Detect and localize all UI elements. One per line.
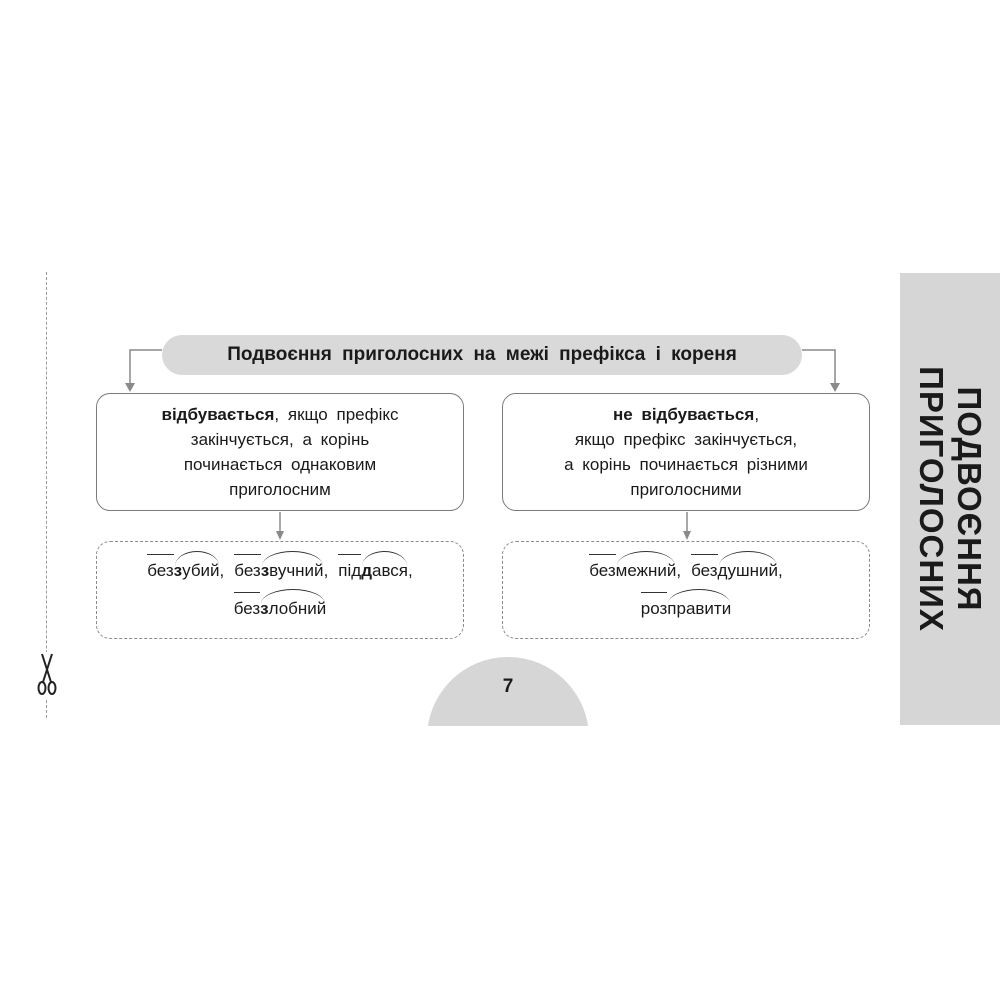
right-down-arrowhead [683, 531, 691, 540]
example-word [691, 560, 783, 582]
side-tab-line-2: ПРИГОЛОСНИХ [913, 366, 950, 632]
prefix-mark: без [691, 561, 718, 580]
root-mark [718, 560, 778, 582]
side-tab-line-1: ПОДВОЄННЯ [951, 386, 988, 612]
left-down-arrowhead [276, 531, 284, 540]
rule-line-1 [162, 402, 399, 427]
rule-box-doubling [96, 393, 464, 511]
rule-keyword: відбувається [161, 405, 275, 424]
examples-no-doubling [502, 541, 870, 639]
prefix-mark: без [234, 561, 261, 580]
root-mark [616, 560, 677, 582]
rule-line-2: закінчується, а корінь [190, 430, 370, 449]
example-row-2 [234, 598, 327, 620]
root-ending: душний [717, 561, 778, 580]
prefix-mark: роз [640, 599, 668, 618]
left-arrowhead [125, 383, 135, 392]
root-mark [174, 560, 220, 582]
doubled-letter: з [173, 561, 183, 580]
rule-line-2: якщо префікс закінчується, [574, 430, 798, 449]
root-ending: убий [182, 561, 220, 580]
page-edge [400, 726, 620, 846]
rule-line-1-rest: , якщо префікс [274, 405, 399, 424]
example-row-2 [641, 598, 731, 620]
rule-line-4: приголосним [229, 480, 331, 499]
example-word [589, 560, 681, 582]
prefix-mark: без [147, 561, 174, 580]
root-ending: лобний [268, 599, 327, 618]
root-mark [260, 598, 326, 620]
rule-line-1 [613, 402, 759, 427]
root-ending: межний [615, 561, 677, 580]
page-number: 7 [502, 676, 514, 697]
doubled-letter: з [260, 561, 270, 580]
rule-line-3: починається однаковим [183, 455, 377, 474]
punct: , [778, 561, 783, 580]
punct: , [323, 561, 329, 580]
example-word [234, 560, 328, 582]
example-word [641, 598, 731, 620]
rule-line-3: а корінь починається різними [564, 455, 808, 474]
punct: , [676, 561, 682, 580]
root-mark [261, 560, 324, 582]
rule-box-no-doubling [502, 393, 870, 511]
doubled-letter: д [361, 561, 372, 580]
right-arrowhead [830, 383, 840, 392]
root-ending: правити [667, 599, 732, 618]
diagram-title: Подвоєння приголосних на межі префікса і кореня [162, 335, 802, 375]
example-row-1 [589, 560, 782, 582]
example-word [147, 560, 224, 582]
root-ending: ався [372, 561, 409, 580]
punct: , [408, 561, 413, 580]
punct: , [219, 561, 225, 580]
doubled-letter: з [260, 599, 269, 618]
left-connector [130, 350, 162, 385]
prefix-mark: без [589, 561, 616, 580]
examples-doubling [96, 541, 464, 639]
right-connector [802, 350, 835, 385]
example-word [338, 560, 412, 582]
root-mark [361, 560, 408, 582]
example-word [234, 598, 327, 620]
example-row-1 [147, 560, 413, 582]
rule-keyword: не відбувається [612, 405, 755, 424]
root-ending: вучний [269, 561, 324, 580]
rule-line-4: приголосними [630, 480, 742, 499]
prefix-mark: під [338, 561, 362, 580]
root-mark [667, 598, 731, 620]
rule-line-1-rest: , [754, 405, 760, 424]
prefix-mark: без [233, 599, 261, 618]
